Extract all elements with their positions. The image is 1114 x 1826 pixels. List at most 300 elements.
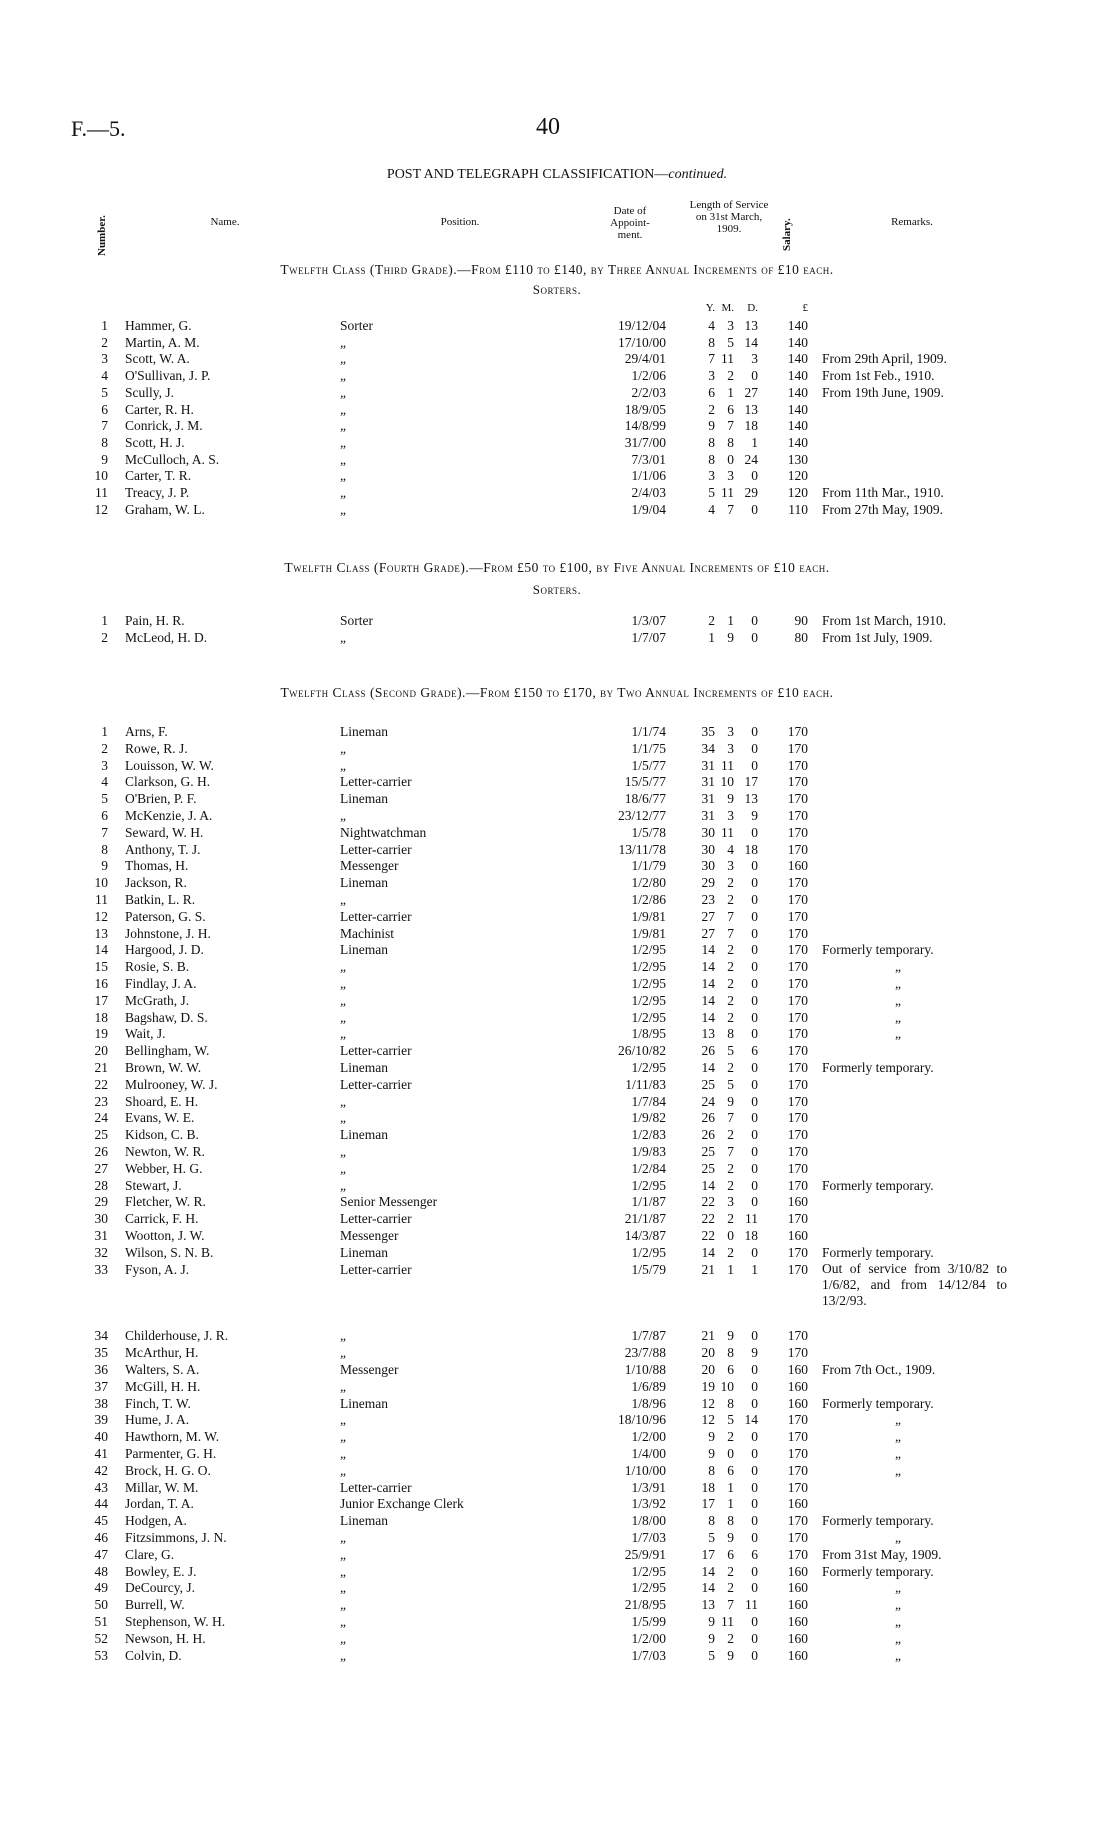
row-position: Messenger	[340, 1362, 399, 1377]
row-remarks: Out of service from 3/10/82 to 1/6/82, and from 14/12/84 to 13/2/93.	[822, 1260, 1007, 1308]
row-months: 5	[727, 1076, 734, 1092]
row-years: 12	[701, 1412, 715, 1428]
row-number: 30	[94, 1211, 108, 1227]
row-salary: 160	[787, 858, 808, 874]
row-date: 1/2/95	[631, 1244, 666, 1260]
row-number: 8	[101, 434, 108, 450]
table-row	[0, 350, 1114, 367]
row-days: 0	[751, 1362, 758, 1377]
table-row	[0, 857, 1114, 874]
table-row	[0, 1613, 1114, 1630]
row-days: 24	[744, 451, 758, 467]
row-date: 1/2/95	[631, 959, 666, 975]
row-salary: 170	[787, 808, 808, 823]
row-number: 38	[94, 1395, 108, 1411]
row-name: Paterson, G. S.	[125, 908, 206, 924]
row-number: 39	[94, 1412, 108, 1428]
row-number: 50	[94, 1597, 108, 1613]
row-months: 8	[727, 1026, 734, 1042]
row-months: 0	[727, 451, 734, 467]
row-number: 7	[101, 824, 108, 840]
row-days: 0	[751, 1160, 758, 1176]
row-years: 14	[701, 1580, 715, 1596]
row-date: 1/3/91	[631, 1479, 666, 1495]
row-number: 7	[101, 418, 108, 434]
row-days: 0	[751, 824, 758, 840]
row-years: 26	[701, 1110, 715, 1126]
row-name: Jackson, R.	[125, 875, 187, 891]
row-name: Bowley, E. J.	[125, 1563, 197, 1579]
row-salary: 170	[787, 1211, 808, 1227]
row-remarks: „	[895, 1462, 901, 1478]
row-name: Carter, T. R.	[125, 468, 192, 484]
row-number: 15	[94, 959, 108, 975]
row-years: 14	[701, 1009, 715, 1025]
row-date: 1/1/75	[631, 740, 666, 756]
row-years: 22	[701, 1194, 715, 1210]
row-name: McCulloch, A. S.	[125, 451, 220, 467]
row-days: 1	[751, 1261, 758, 1277]
table-row	[0, 1361, 1114, 1378]
row-days: 18	[744, 418, 758, 434]
row-number: 8	[101, 841, 108, 857]
row-remarks: From 27th May, 1909.	[822, 501, 943, 517]
row-number: 31	[94, 1228, 108, 1243]
row-number: 28	[94, 1177, 108, 1193]
row-name: Scott, H. J.	[125, 434, 185, 450]
row-number: 37	[94, 1378, 108, 1394]
table-row	[0, 1025, 1114, 1042]
row-days: 0	[751, 368, 758, 384]
row-number: 10	[94, 875, 108, 891]
row-salary: 170	[787, 1144, 808, 1159]
row-salary: 170	[787, 892, 808, 907]
row-months: 9	[727, 791, 734, 807]
row-date: 25/9/91	[624, 1546, 666, 1562]
row-position: „	[340, 892, 346, 907]
row-years: 3	[708, 468, 715, 484]
row-date: 1/9/04	[631, 501, 666, 517]
row-number: 45	[94, 1513, 108, 1529]
row-date: 1/2/84	[631, 1160, 666, 1176]
row-date: 1/2/95	[631, 1563, 666, 1579]
row-date: 1/1/87	[631, 1194, 666, 1210]
table-row	[0, 367, 1114, 384]
row-number: 19	[94, 1026, 108, 1042]
row-number: 9	[101, 451, 108, 467]
row-days: 0	[751, 892, 758, 907]
row-days: 6	[751, 1043, 758, 1059]
row-position: „	[340, 418, 346, 434]
row-salary: 170	[787, 1160, 808, 1176]
row-years: 8	[708, 434, 715, 450]
row-remarks: From 11th Mar., 1910.	[822, 485, 944, 500]
row-number: 20	[94, 1043, 108, 1059]
row-months: 2	[727, 1429, 734, 1445]
table-row	[0, 908, 1114, 925]
row-position: „	[340, 1412, 346, 1428]
row-position: „	[340, 1630, 346, 1646]
row-months: 1	[727, 1261, 734, 1277]
row-years: 14	[701, 1177, 715, 1193]
row-name: Carrick, F. H.	[125, 1211, 199, 1227]
row-days: 0	[751, 1009, 758, 1025]
row-days: 11	[745, 1597, 758, 1613]
row-salary: 170	[787, 724, 808, 739]
row-remarks: Formerly temporary.	[822, 1395, 934, 1411]
row-name: Hodgen, A.	[125, 1513, 187, 1529]
row-salary: 110	[788, 501, 808, 517]
row-number: 2	[101, 629, 108, 645]
row-position: Senior Messenger	[340, 1194, 438, 1210]
row-name: Wilson, S. N. B.	[125, 1244, 214, 1260]
row-years: 9	[708, 418, 715, 434]
row-months: 8	[727, 1345, 734, 1361]
table-row	[0, 1630, 1114, 1647]
row-salary: 170	[787, 1026, 808, 1042]
row-number: 16	[94, 976, 108, 991]
row-date: 1/4/00	[631, 1446, 666, 1461]
row-days: 0	[751, 1076, 758, 1092]
table-row	[0, 1378, 1114, 1395]
table-row	[0, 451, 1114, 468]
row-name: Batkin, L. R.	[125, 892, 196, 907]
row-name: McKenzie, J. A.	[125, 808, 213, 823]
row-years: 14	[701, 1244, 715, 1260]
table-row	[0, 891, 1114, 908]
row-days: 13	[744, 318, 758, 333]
row-name: Carter, R. H.	[125, 401, 194, 417]
unit-years: Y.	[705, 302, 715, 314]
row-number: 29	[94, 1194, 108, 1210]
row-name: Millar, W. M.	[125, 1479, 199, 1495]
row-years: 5	[708, 1647, 715, 1663]
row-years: 25	[701, 1160, 715, 1176]
row-days: 0	[751, 1194, 758, 1210]
row-number: 1	[101, 724, 108, 739]
row-date: 1/8/95	[631, 1026, 666, 1042]
row-number: 27	[94, 1160, 108, 1176]
row-years: 22	[701, 1228, 715, 1243]
row-position: Messenger	[340, 858, 399, 874]
table-row	[0, 1177, 1114, 1194]
row-salary: 170	[787, 1093, 808, 1109]
section-sub-sorters-2: Sorters.	[532, 582, 582, 597]
row-position: „	[340, 1144, 346, 1159]
row-years: 22	[701, 1211, 715, 1227]
row-date: 1/7/03	[631, 1530, 666, 1545]
row-number: 47	[94, 1546, 108, 1562]
row-months: 7	[727, 925, 734, 941]
row-number: 5	[101, 791, 108, 807]
table-row	[0, 1109, 1114, 1126]
row-months: 5	[727, 1412, 734, 1428]
row-date: 18/9/05	[624, 401, 666, 417]
row-years: 34	[701, 740, 715, 756]
row-position: „	[340, 1160, 346, 1176]
row-months: 2	[727, 1580, 734, 1596]
row-date: 1/2/95	[631, 942, 666, 958]
row-months: 8	[727, 1513, 734, 1529]
row-months: 3	[727, 808, 734, 823]
row-position: „	[340, 1446, 346, 1461]
row-date: 18/6/77	[624, 791, 666, 807]
row-months: 3	[727, 858, 734, 874]
row-days: 18	[744, 1228, 758, 1243]
row-years: 27	[701, 908, 715, 924]
row-position: Lineman	[340, 1244, 388, 1260]
row-date: 23/7/88	[624, 1345, 666, 1361]
row-days: 0	[751, 875, 758, 891]
row-days: 0	[751, 1630, 758, 1646]
row-position: Letter-carrier	[340, 1043, 412, 1059]
row-remarks: „	[895, 1597, 901, 1613]
row-salary: 90	[794, 613, 808, 628]
row-days: 0	[751, 1462, 758, 1478]
row-salary: 170	[787, 1177, 808, 1193]
row-years: 30	[701, 824, 715, 840]
row-days: 0	[751, 1614, 758, 1629]
unit-months: M.	[721, 302, 734, 314]
row-months: 5	[727, 1043, 734, 1059]
row-date: 1/9/81	[631, 925, 666, 941]
row-years: 24	[701, 1093, 715, 1109]
row-position: „	[340, 351, 346, 367]
row-days: 0	[751, 959, 758, 975]
row-remarks: From 7th Oct., 1909.	[822, 1362, 936, 1377]
row-date: 1/2/80	[631, 875, 666, 891]
row-number: 48	[94, 1563, 108, 1579]
row-days: 0	[751, 1127, 758, 1143]
row-years: 20	[701, 1362, 715, 1377]
row-number: 17	[94, 992, 108, 1008]
row-date: 1/9/82	[631, 1110, 666, 1126]
page-title	[0, 167, 1114, 183]
row-remarks: „	[895, 1530, 901, 1545]
row-remarks: Formerly temporary.	[822, 942, 934, 958]
row-name: Evans, W. E.	[125, 1110, 195, 1126]
row-number: 33	[94, 1261, 108, 1277]
row-years: 14	[701, 976, 715, 991]
row-remarks: From 31st May, 1909.	[822, 1546, 942, 1562]
row-position: Letter-carrier	[340, 1261, 412, 1277]
row-days: 6	[751, 1546, 758, 1562]
row-name: Shoard, E. H.	[125, 1093, 199, 1109]
row-months: 2	[727, 1211, 734, 1227]
row-position: Lineman	[340, 724, 388, 739]
table-row	[0, 1495, 1114, 1512]
row-number: 3	[101, 351, 108, 367]
row-days: 3	[751, 351, 758, 367]
row-years: 5	[708, 1530, 715, 1545]
row-position: „	[340, 1462, 346, 1478]
row-date: 21/1/87	[624, 1211, 666, 1227]
row-name: Hargood, J. D.	[125, 942, 204, 958]
row-remarks: From 19th June, 1909.	[822, 384, 944, 400]
row-months: 3	[727, 318, 734, 333]
row-position: „	[340, 1345, 346, 1361]
row-number: 26	[94, 1144, 108, 1159]
row-number: 9	[101, 858, 108, 874]
row-salary: 170	[787, 1546, 808, 1562]
row-position: „	[340, 1597, 346, 1613]
row-position: „	[340, 401, 346, 417]
row-days: 0	[751, 1093, 758, 1109]
row-months: 3	[727, 740, 734, 756]
row-position: „	[340, 1546, 346, 1562]
row-number: 18	[94, 1009, 108, 1025]
table-row	[0, 1009, 1114, 1026]
row-number: 44	[94, 1496, 108, 1512]
row-days: 0	[751, 1110, 758, 1126]
table-row	[0, 1260, 1114, 1308]
table-row	[0, 841, 1114, 858]
row-years: 5	[708, 485, 715, 500]
row-months: 7	[727, 1110, 734, 1126]
row-name: McGrath, J.	[125, 992, 190, 1008]
row-name: Colvin, D.	[125, 1647, 182, 1663]
unit-pounds: £	[802, 302, 808, 314]
row-date: 1/1/74	[631, 724, 666, 739]
table-row	[0, 1428, 1114, 1445]
row-name: Bagshaw, D. S.	[125, 1009, 208, 1025]
row-days: 29	[744, 485, 758, 500]
row-number: 11	[95, 892, 108, 907]
row-days: 13	[744, 401, 758, 417]
row-position: „	[340, 384, 346, 400]
unit-days: D.	[747, 302, 758, 314]
row-position: Lineman	[340, 791, 388, 807]
row-days: 13	[744, 791, 758, 807]
row-months: 2	[727, 368, 734, 384]
row-salary: 160	[787, 1194, 808, 1210]
row-date: 7/3/01	[631, 451, 666, 467]
row-months: 2	[727, 892, 734, 907]
row-months: 11	[721, 824, 734, 840]
row-number: 1	[101, 318, 108, 333]
column-date-header: Date of Appoint- ment.	[610, 205, 650, 241]
row-name: Parmenter, G. H.	[125, 1446, 217, 1461]
row-years: 14	[701, 942, 715, 958]
row-number: 21	[94, 1060, 108, 1075]
row-date: 1/5/99	[631, 1614, 666, 1629]
row-days: 0	[751, 1429, 758, 1445]
row-days: 9	[751, 1345, 758, 1361]
row-position: Letter-carrier	[340, 908, 412, 924]
row-name: Kidson, C. B.	[125, 1127, 199, 1143]
row-salary: 170	[787, 1345, 808, 1361]
row-date: 1/7/84	[631, 1093, 666, 1109]
row-salary: 160	[787, 1395, 808, 1411]
row-years: 21	[701, 1261, 715, 1277]
row-position: „	[340, 976, 346, 991]
row-salary: 170	[787, 1261, 808, 1277]
row-months: 2	[727, 992, 734, 1008]
row-date: 1/2/95	[631, 1060, 666, 1075]
row-date: 1/2/86	[631, 892, 666, 907]
row-salary: 170	[787, 1060, 808, 1075]
row-months: 6	[727, 1362, 734, 1377]
row-months: 11	[721, 351, 734, 367]
row-date: 1/6/89	[631, 1378, 666, 1394]
row-months: 10	[720, 774, 734, 790]
row-salary: 170	[787, 925, 808, 941]
row-date: 1/3/07	[631, 613, 666, 628]
row-days: 0	[751, 1446, 758, 1461]
row-years: 35	[701, 724, 715, 739]
row-date: 1/1/06	[631, 468, 666, 484]
row-years: 9	[708, 1446, 715, 1461]
row-name: Jordan, T. A.	[125, 1496, 194, 1512]
row-name: Anthony, T. J.	[125, 841, 201, 857]
row-days: 17	[744, 774, 758, 790]
row-days: 1	[751, 434, 758, 450]
row-days: 0	[751, 992, 758, 1008]
row-salary: 170	[787, 824, 808, 840]
table-row	[0, 1411, 1114, 1428]
row-years: 26	[701, 1127, 715, 1143]
table-row	[0, 1327, 1114, 1344]
row-remarks: Formerly temporary.	[822, 1177, 934, 1193]
row-name: Findlay, J. A.	[125, 976, 197, 991]
row-number: 43	[94, 1479, 108, 1495]
row-name: Fletcher, W. R.	[125, 1194, 206, 1210]
row-date: 1/2/95	[631, 1177, 666, 1193]
row-name: Treacy, J. P.	[125, 485, 190, 500]
row-number: 53	[94, 1647, 108, 1663]
row-years: 25	[701, 1076, 715, 1092]
row-remarks: „	[895, 1647, 901, 1663]
row-years: 18	[701, 1479, 715, 1495]
table-row	[0, 1059, 1114, 1076]
row-months: 2	[727, 976, 734, 991]
row-number: 2	[101, 334, 108, 350]
row-days: 0	[751, 1244, 758, 1260]
row-years: 14	[701, 1563, 715, 1579]
row-months: 2	[727, 959, 734, 975]
row-days: 0	[751, 942, 758, 958]
table-row	[0, 1445, 1114, 1462]
row-salary: 170	[787, 959, 808, 975]
row-months: 0	[727, 1228, 734, 1243]
row-position: „	[340, 629, 346, 645]
row-date: 17/10/00	[617, 334, 666, 350]
table-row	[0, 1093, 1114, 1110]
row-months: 7	[727, 1144, 734, 1159]
row-years: 8	[708, 334, 715, 350]
row-name: Wait, J.	[125, 1026, 166, 1042]
section-title-third-grade: Twelfth Class (Third Grade).—From £110 to £140, by Three Annual Increments of £10 each.	[280, 262, 834, 277]
row-remarks: Formerly temporary.	[822, 1513, 934, 1529]
row-salary: 160	[787, 1362, 808, 1377]
table-row	[0, 629, 1114, 646]
row-salary: 170	[787, 1244, 808, 1260]
row-salary: 140	[787, 368, 808, 384]
row-name: Hammer, G.	[125, 318, 192, 333]
table-row	[0, 757, 1114, 774]
row-date: 15/5/77	[624, 774, 666, 790]
row-number: 34	[94, 1328, 108, 1344]
table-row	[0, 1227, 1114, 1244]
page-number: 40	[536, 114, 560, 140]
row-months: 5	[727, 334, 734, 350]
row-years: 25	[701, 1144, 715, 1159]
row-salary: 140	[787, 384, 808, 400]
row-remarks: „	[895, 992, 901, 1008]
row-remarks: From 1st March, 1910.	[822, 613, 947, 628]
row-position: „	[340, 1093, 346, 1109]
row-date: 1/9/83	[631, 1144, 666, 1159]
